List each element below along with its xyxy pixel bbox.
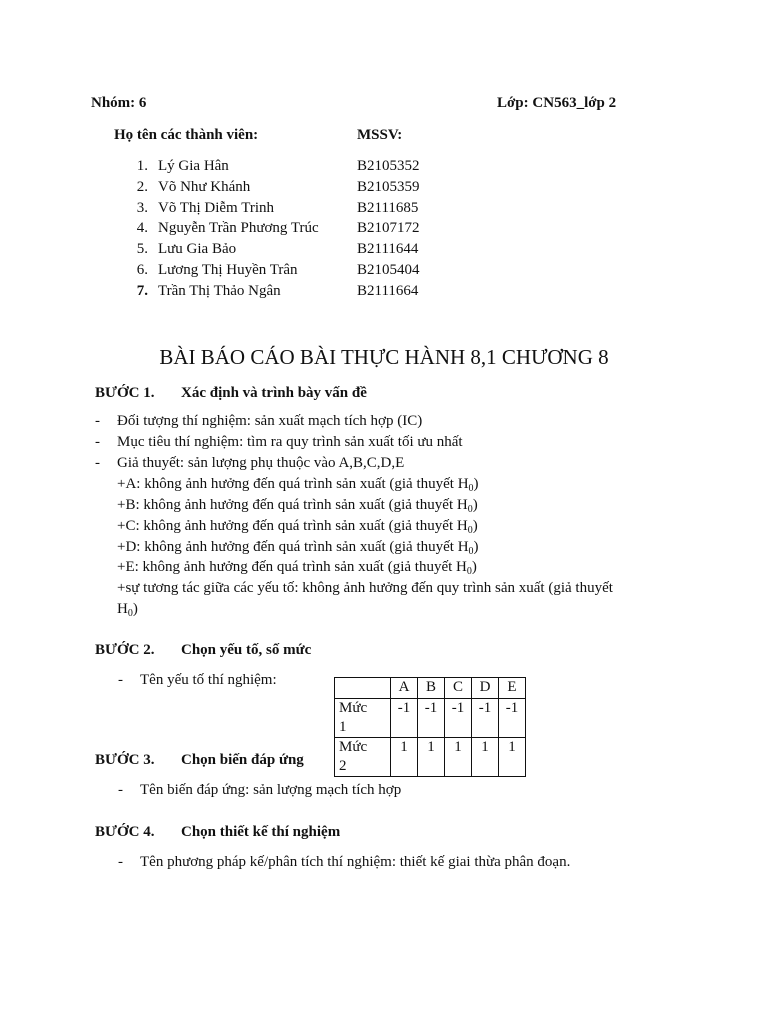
group-number: Nhóm: 6 [91, 95, 147, 111]
bullet-dash: - [118, 672, 123, 688]
row-label: Mức 1 [335, 699, 391, 738]
hypothesis-e: +E: không ảnh hưởng đến quá trình sản xuất (giả thuyết $H_0$) [117, 559, 477, 577]
hypothesis-interaction-cont: $H_0$) [117, 601, 138, 619]
table-header-cell: D [472, 678, 499, 699]
design-method: Tên phương pháp kế/phân tích thí nghiệm: thiết kế giai thừa phân đoạn. [140, 854, 571, 870]
member-name: Trần Thị Thảo Ngân [158, 283, 281, 299]
step-4-title: Chọn thiết kế thí nghiệm [181, 824, 341, 840]
experiment-goal: Mục tiêu thí nghiệm: tìm ra quy trình sản xuất tối ưu nhất [117, 434, 463, 450]
table-cell: -1 [391, 699, 418, 738]
table-cell: -1 [445, 699, 472, 738]
hypothesis-intro: Giả thuyết: sản lượng phụ thuộc vào A,B,C,D,E [117, 455, 405, 471]
member-name: Lý Gia Hân [158, 158, 229, 174]
experiment-object: Đối tượng thí nghiệm: sản xuất mạch tích hợp (IC) [117, 413, 423, 429]
table-cell: -1 [499, 699, 526, 738]
member-name: Võ Thị Diễm Trinh [158, 200, 274, 216]
bullet-dash: - [95, 413, 100, 429]
class-name: Lớp: CN563_lớp 2 [497, 95, 617, 111]
bullet-dash: - [95, 455, 100, 471]
member-name: Nguyễn Trần Phương Trúc [158, 220, 319, 236]
table-cell: 1 [472, 738, 499, 777]
member-id: B2105352 [357, 158, 420, 174]
hypothesis-interaction: +sự tương tác giữa các yếu tố: không ảnh hưởng đến quy trình sản xuất (giả thuyết [117, 580, 613, 596]
table-corner-cell [335, 678, 391, 699]
member-number: 2. [136, 179, 148, 195]
step-1-title: Xác định và trình bày vấn đề [181, 385, 367, 401]
table-header-cell: C [445, 678, 472, 699]
factor-name-label: Tên yếu tố thí nghiệm: [140, 672, 277, 688]
member-id: B2111685 [357, 200, 419, 216]
member-name: Lương Thị Huyền Trân [158, 262, 298, 278]
table-row [335, 699, 526, 738]
members-label: Họ tên các thành viên: [114, 127, 259, 143]
table-row [335, 738, 526, 777]
table-header-row [335, 678, 526, 699]
member-number: 6. [136, 262, 148, 278]
table-cell: 1 [499, 738, 526, 777]
member-id: B2111644 [357, 241, 419, 257]
report-title: BÀI BÁO CÁO BÀI THỰC HÀNH 8,1 CHƯƠNG 8 [159, 345, 609, 369]
member-number: 1. [136, 158, 148, 174]
bullet-dash: - [95, 434, 100, 450]
step-4-label: BƯỚC 4. [95, 824, 155, 840]
bullet-dash: - [118, 854, 123, 870]
factor-levels-table [334, 677, 526, 777]
table-header-cell: A [391, 678, 418, 699]
member-number: 7. [136, 283, 148, 299]
table-cell: 1 [418, 738, 445, 777]
member-name: Võ Như Khánh [158, 179, 251, 195]
hypothesis-a: +A: không ảnh hưởng đến quá trình sản xuất (giả thuyết $H_0$) [117, 476, 479, 494]
hypothesis-b: +B: không ảnh hưởng đến quá trình sản xuất (giả thuyết $H_0$) [117, 497, 478, 515]
member-id: B2105404 [357, 262, 420, 278]
table-cell: -1 [418, 699, 445, 738]
step-3-title: Chọn biến đáp ứng [181, 752, 304, 768]
table-cell: 1 [445, 738, 472, 777]
hypothesis-d: +D: không ảnh hưởng đến quá trình sản xuất (giả thuyết $H_0$) [117, 539, 479, 557]
table-cell: -1 [472, 699, 499, 738]
member-id: B2111664 [357, 283, 419, 299]
table-header-cell: E [499, 678, 526, 699]
member-number: 5. [136, 241, 148, 257]
step-2-title: Chọn yếu tố, số mức [181, 642, 312, 658]
step-1-label: BƯỚC 1. [95, 385, 155, 401]
member-id: B2107172 [357, 220, 420, 236]
step-3-label: BƯỚC 3. [95, 752, 155, 768]
response-variable: Tên biến đáp ứng: sản lượng mạch tích hợp [140, 782, 402, 798]
member-name: Lưu Gia Bảo [158, 241, 237, 257]
member-number: 4. [136, 220, 148, 236]
student-id-label: MSSV: [357, 127, 403, 143]
bullet-dash: - [118, 782, 123, 798]
table-header-cell: B [418, 678, 445, 699]
step-2-label: BƯỚC 2. [95, 642, 155, 658]
table-cell: 1 [391, 738, 418, 777]
member-number: 3. [136, 200, 148, 216]
row-label: Mức 2 [335, 738, 391, 777]
hypothesis-c: +C: không ảnh hưởng đến quá trình sản xuất (giả thuyết $H_0$) [117, 518, 478, 536]
member-id: B2105359 [357, 179, 420, 195]
